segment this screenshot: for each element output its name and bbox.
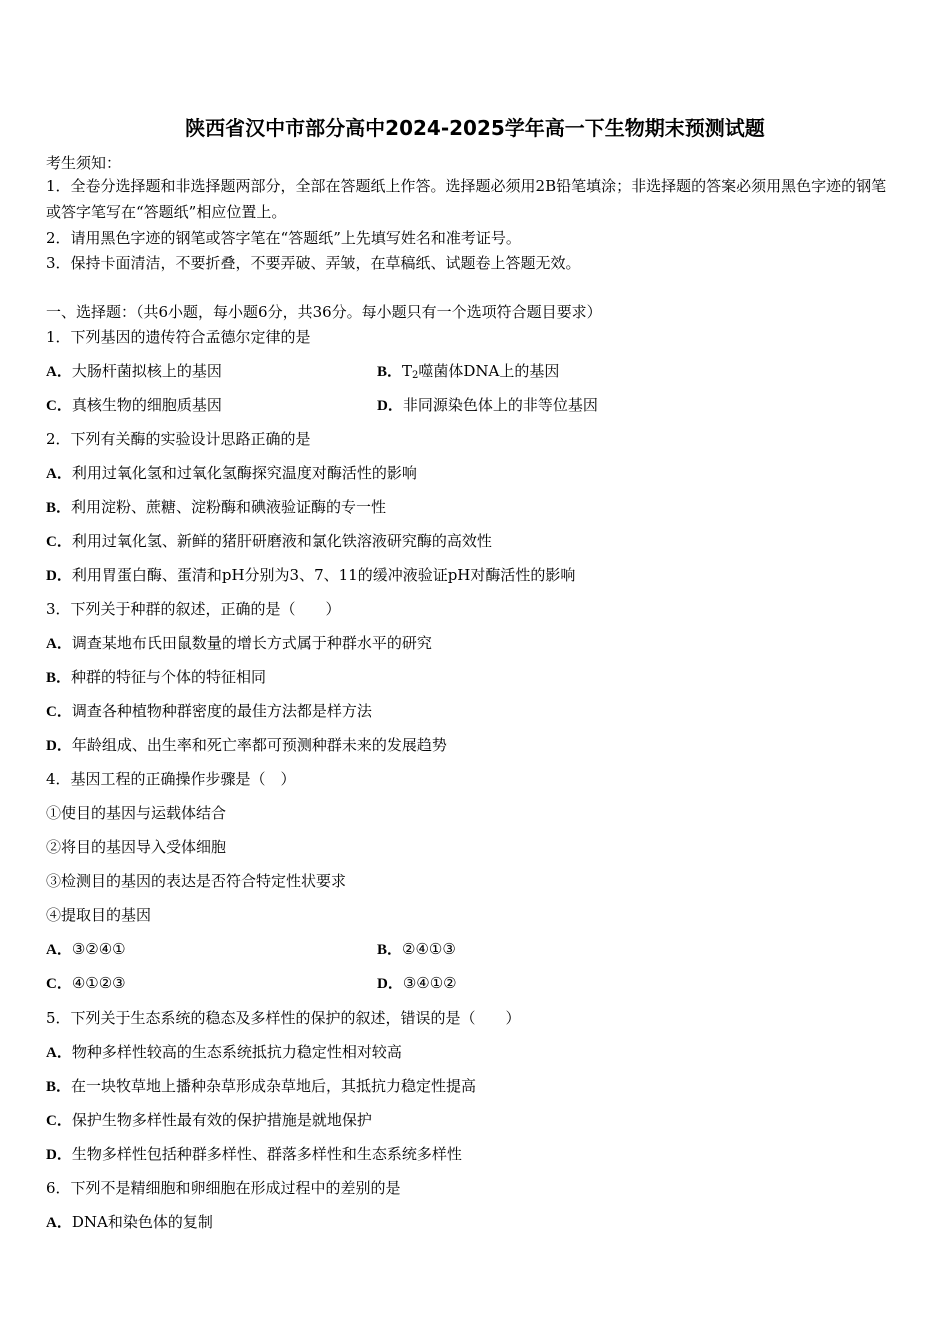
section-heading: 一、选择题：（共6小题，每小题6分，共36分。每小题只有一个选项符合题目要求）	[46, 303, 602, 321]
option-text: 生物多样性包括种群多样性、群落多样性和生态系统多样性	[71, 1145, 462, 1163]
option-text: 年龄组成、出生率和死亡率都可预测种群未来的发展趋势	[71, 736, 447, 754]
question-2-option-b	[46, 496, 386, 517]
question-1-option-a	[46, 360, 222, 381]
question-3-option-a	[46, 632, 432, 653]
option-label: B．	[46, 500, 72, 516]
notice-item-1: 1．全卷分选择题和非选择题两部分，全部在答题纸上作答。选择题必须用2B铅笔填涂；非选择题的答案必须用黑色字迹的钢笔或答字笔写在“答题纸”相应位置上。	[46, 177, 887, 221]
question-6-option-a	[46, 1211, 213, 1232]
option-label: B．	[46, 670, 72, 686]
option-text: 非同源染色体上的非等位基因	[402, 396, 598, 414]
option-label: B．	[377, 364, 403, 380]
question-3-option-c	[46, 700, 372, 721]
question-1-option-c	[46, 394, 222, 415]
question-4-option-c	[46, 972, 126, 993]
option-text: 大肠杆菌拟核上的基因	[71, 362, 222, 380]
question-2-option-a	[46, 462, 417, 483]
option-text: 利用过氧化氢和过氧化氢酶探究温度对酶活性的影响	[71, 464, 417, 482]
option-label: A．	[46, 1215, 72, 1231]
question-2-option-c	[46, 530, 492, 551]
page-title: 陕西省汉中市部分高中2024-2025学年高一下生物期末预测试题	[185, 116, 765, 140]
option-text: 保护生物多样性最有效的保护措施是就地保护	[71, 1111, 372, 1129]
option-text: 在一块牧草地上播种杂草形成杂草地后，其抵抗力稳定性提高	[71, 1077, 477, 1095]
option-text: 真核生物的细胞质基因	[71, 396, 222, 414]
question-2-stem: 2．下列有关酶的实验设计思路正确的是	[46, 430, 311, 448]
option-text: 利用胃蛋白酶、蛋清和pH分别为3、7、11的缓冲液验证pH对酶活性的影响	[71, 566, 576, 584]
option-label: A．	[46, 364, 72, 380]
question-5-option-d	[46, 1143, 462, 1164]
option-label: B．	[377, 942, 403, 958]
question-3-stem: 3．下列关于种群的叙述，正确的是（ ）	[46, 600, 341, 618]
option-text-suffix: 噬菌体DNA上的基因	[418, 362, 560, 380]
option-label: B．	[46, 1079, 72, 1095]
question-5-stem: 5．下列关于生态系统的稳态及多样性的保护的叙述，错误的是（ ）	[46, 1009, 521, 1027]
option-label: A．	[46, 942, 72, 958]
question-2-option-d	[46, 564, 575, 585]
question-5-option-b	[46, 1075, 476, 1096]
option-text: DNA和染色体的复制	[71, 1213, 213, 1231]
question-1-option-d	[377, 394, 598, 415]
option-label: D．	[46, 568, 72, 584]
option-text: ②④①③	[402, 940, 456, 958]
option-label: C．	[46, 976, 72, 992]
question-4-option-b	[377, 938, 456, 959]
option-text: 利用过氧化氢、新鲜的猪肝研磨液和氯化铁溶液研究酶的高效性	[71, 532, 492, 550]
option-text: 种群的特征与个体的特征相同	[71, 668, 267, 686]
notice-heading: 考生须知：	[46, 154, 122, 172]
option-text: 调查某地布氏田鼠数量的增长方式属于种群水平的研究	[71, 634, 432, 652]
question-4-option-d	[377, 972, 457, 993]
option-text: ③②④①	[71, 940, 126, 958]
question-4-option-a	[46, 938, 126, 959]
option-label: C．	[46, 398, 72, 414]
option-label: A．	[46, 636, 72, 652]
option-label: C．	[46, 534, 72, 550]
option-text: 物种多样性较高的生态系统抵抗力稳定性相对较高	[71, 1043, 402, 1061]
option-text: ③④①②	[402, 974, 457, 992]
question-4-stem: 4．基因工程的正确操作步骤是（ ）	[46, 770, 296, 788]
option-label: A．	[46, 466, 72, 482]
option-label: A．	[46, 1045, 72, 1061]
option-text-subscript: 2	[412, 370, 419, 381]
option-label: C．	[46, 704, 72, 720]
option-label: C．	[46, 1113, 72, 1129]
option-text: 利用淀粉、蔗糖、淀粉酶和碘液验证酶的专一性	[71, 498, 387, 516]
option-label: D．	[377, 976, 403, 992]
question-5-option-c	[46, 1109, 372, 1130]
question-6-stem: 6．下列不是精细胞和卵细胞在形成过程中的差别的是	[46, 1179, 401, 1197]
option-text: 调查各种植物种群密度的最佳方法都是样方法	[71, 702, 372, 720]
option-label: D．	[46, 738, 72, 754]
question-3-option-d	[46, 734, 447, 755]
question-5-option-a	[46, 1041, 402, 1062]
question-4-step-1: ①使目的基因与运载体结合	[46, 804, 227, 822]
option-text: ④①②③	[71, 974, 126, 992]
notice-item-3: 3．保持卡面清洁，不要折叠，不要弄破、弄皱，在草稿纸、试题卷上答题无效。	[46, 254, 581, 272]
option-label: D．	[46, 1147, 72, 1163]
question-4-step-4: ④提取目的基因	[46, 906, 152, 924]
option-text-prefix: T	[402, 362, 413, 380]
question-4-step-3: ③检测目的基因的表达是否符合特定性状要求	[46, 872, 347, 890]
option-label: D．	[377, 398, 403, 414]
question-4-step-2: ②将目的基因导入受体细胞	[46, 838, 227, 856]
notice-item-2: 2．请用黑色字迹的钢笔或答字笔在“答题纸”上先填写姓名和准考证号。	[46, 229, 521, 247]
question-1-option-b	[377, 360, 559, 381]
question-1-stem: 1．下列基因的遗传符合孟德尔定律的是	[46, 328, 311, 346]
question-3-option-b	[46, 666, 266, 687]
